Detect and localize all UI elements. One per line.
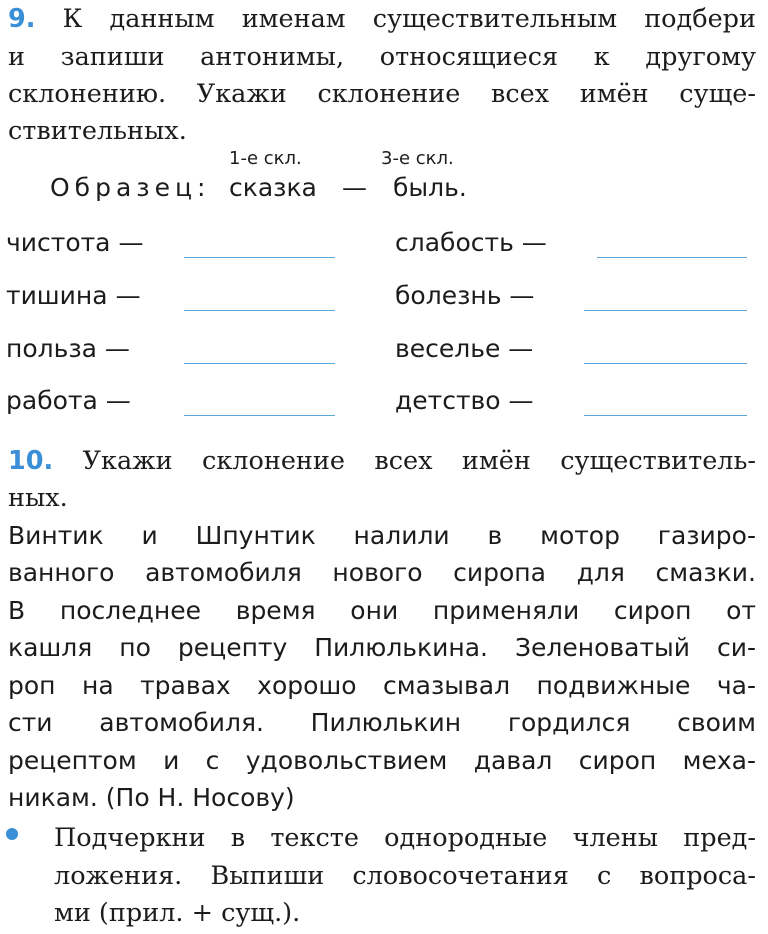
task9-line-1-text: К данным именам существительным подбери [62,4,757,34]
story-line-5: роп на травах хорошо смазывал подвижные ча- [8,671,756,700]
sample-declension-right: 3-е скл. [381,148,454,169]
story-line-6: сти автомобиля. Пилюлькин гордился своим [8,708,756,737]
sample-answer: быль. [393,173,467,202]
sample-declension-left: 1-е скл. [229,148,302,169]
bullet-icon [6,828,18,840]
word-right-1: слабость — [395,228,547,257]
word-right-4: детство — [395,386,534,415]
sample-dash: — [342,173,367,202]
bullet-line-3: ми (прил. + сущ.). [54,898,301,928]
sample-label: Образец: [50,173,211,202]
story-line-1: Винтик и Шпунтик налили в мотор газиро- [8,521,756,550]
story-line-8: никам. (По Н. Носову) [8,783,295,812]
answer-line-right-4[interactable] [584,415,747,416]
story-line-3: В последнее время они применяли сироп от [8,596,756,625]
task9-line-4: ствительных. [8,116,187,146]
word-right-3: веселье — [395,334,534,363]
answer-line-left-3[interactable] [184,363,335,364]
word-right-2: болезнь — [395,281,535,310]
word-left-4: работа — [6,386,131,415]
story-line-7: рецептом и с удовольствием давал сироп меха- [8,746,756,775]
answer-line-right-1[interactable] [597,257,747,258]
task9-line-1 [8,4,756,34]
word-left-3: польза — [6,334,130,363]
answer-line-right-2[interactable] [584,310,747,311]
task9-number: 9. [8,4,36,34]
sample-word: сказка [229,173,317,202]
task10-number: 10. [8,446,54,476]
task10-line-2: ных. [8,483,68,513]
answer-line-left-4[interactable] [184,415,335,416]
task10-line-1-text: Укажи склонение всех имён существитель- [82,446,756,476]
bullet-line-2: ложения. Выпиши словосочетания с вопроса- [54,861,756,891]
bullet-line-1: Подчеркни в тексте однородные члены пред- [54,823,756,853]
task9-line-3: склонению. Укажи склонение всех имён суще- [8,79,756,109]
word-left-2: тишина — [6,281,141,310]
answer-line-left-1[interactable] [184,257,335,258]
story-line-2: ванного автомобиля нового сиропа для смазки. [8,558,756,587]
story-line-4: кашля по рецепту Пилюлькина. Зеленоватый си- [8,633,756,662]
answer-line-left-2[interactable] [184,310,335,311]
task10-line-1 [8,446,756,476]
answer-line-right-3[interactable] [584,363,747,364]
word-left-1: чистота — [6,228,144,257]
task9-line-2: и запиши антонимы, относящиеся к другому [8,42,756,72]
